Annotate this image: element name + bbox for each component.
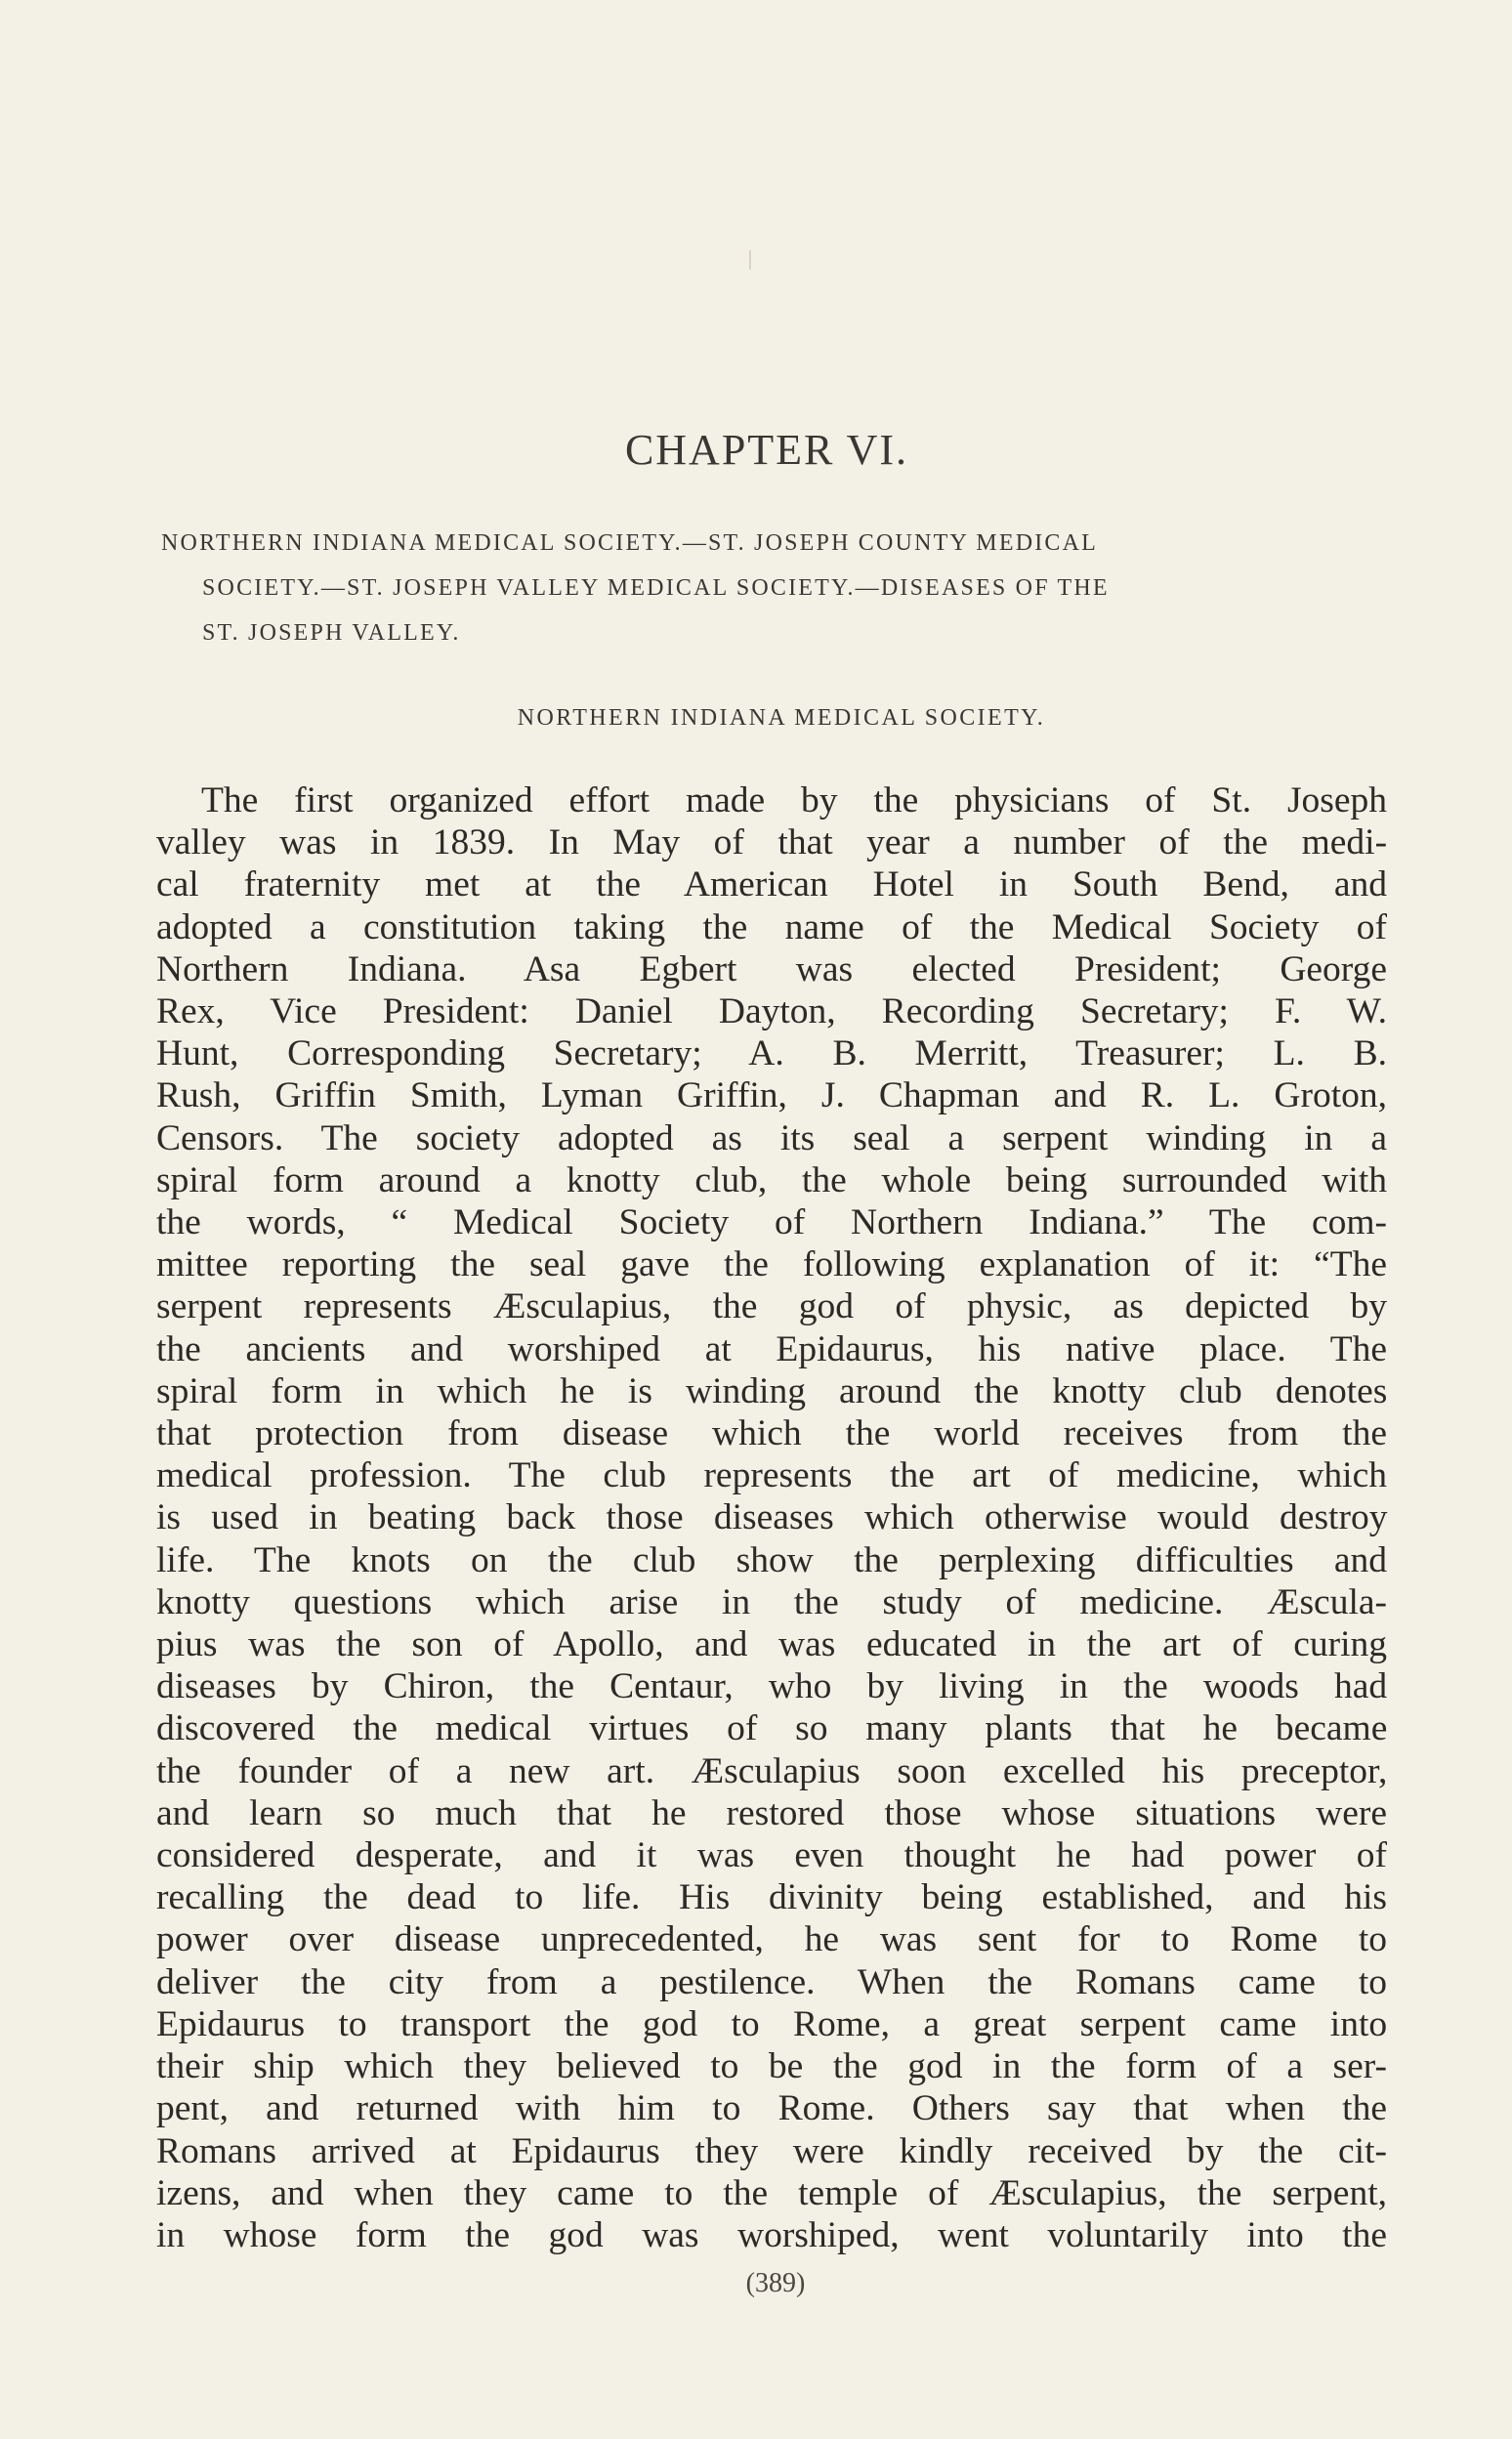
text-line: is used in beating back those diseases which otherwise would destroy xyxy=(156,1497,1388,1538)
chapter-synopsis xyxy=(161,521,1392,655)
synopsis-line: ST. JOSEPH VALLEY. xyxy=(202,620,461,646)
text-line: adopted a constitution taking the name of the Medical Society of xyxy=(156,906,1387,947)
text-line: power over disease unprecedented, he was sent for to Rome to xyxy=(156,1919,1387,1960)
text-line: medical profession. The club represents the art of medicine, which xyxy=(156,1455,1387,1496)
text-line: and learn so much that he restored those whose situations were xyxy=(156,1792,1387,1833)
body-paragraph xyxy=(156,779,1387,2256)
text-line: Romans arrived at Epidaurus they were kindly received by the cit- xyxy=(156,2130,1387,2171)
chapter-title: CHAPTER VI. xyxy=(624,426,909,474)
text-line: their ship which they believed to be the god in the form of a ser- xyxy=(156,2046,1387,2087)
text-line: Hunt, Corresponding Secretary; A. B. Merritt, Treasurer; L. B. xyxy=(156,1033,1387,1074)
text-line: valley was in 1839. In May of that year a number of the medi- xyxy=(156,822,1388,863)
text-line: Censors. The society adopted as its seal a serpent winding in a xyxy=(156,1117,1387,1158)
text-line: The first organized effort made by the physicians of St. Joseph xyxy=(201,780,1388,820)
text-line: pius was the son of Apollo, and was educated in the art of curing xyxy=(156,1624,1387,1665)
text-line: diseases by Chiron, the Centaur, who by living in the woods had xyxy=(156,1666,1388,1707)
text-line: that protection from disease which the world receives from the xyxy=(156,1413,1387,1454)
synopsis-line: NORTHERN INDIANA MEDICAL SOCIETY.—ST. JOSEPH COUNTY MEDICAL xyxy=(161,530,1099,556)
text-line: spiral form in which he is winding around the knotty club denotes xyxy=(156,1370,1388,1411)
text-line: the ancients and worshiped at Epidaurus, his native place. The xyxy=(156,1328,1387,1369)
text-line: Rex, Vice President: Daniel Dayton, Recording Secretary; F. W. xyxy=(156,991,1387,1032)
text-line: life. The knots on the club show the perplexing difficulties and xyxy=(156,1539,1387,1580)
text-line: spiral form around a knotty club, the whole being surrounded with xyxy=(156,1159,1387,1200)
scan-mark xyxy=(749,250,751,270)
text-line: pent, and returned with him to Rome. Others say that when the xyxy=(156,2088,1387,2129)
text-line: serpent represents Æsculapius, the god of physic, as depicted by xyxy=(156,1286,1387,1327)
text-line: deliver the city from a pestilence. When the Romans came to xyxy=(156,1961,1387,2002)
page-number: (389) xyxy=(745,2268,806,2298)
text-line: discovered the medical virtues of so many plants that he became xyxy=(156,1708,1388,1749)
text-line: the founder of a new art. Æsculapius soon excelled his preceptor, xyxy=(156,1750,1388,1791)
text-line: Epidaurus to transport the god to Rome, a great serpent came into xyxy=(156,2003,1388,2044)
text-line: Northern Indiana. Asa Egbert was elected President; George xyxy=(156,948,1387,989)
text-line: in whose form the god was worshiped, went voluntarily into the xyxy=(156,2214,1387,2255)
text-line: Rush, Griffin Smith, Lyman Griffin, J. Chapman and R. L. Groton, xyxy=(156,1075,1387,1116)
section-heading: NORTHERN INDIANA MEDICAL SOCIETY. xyxy=(517,705,1046,731)
text-line: cal fraternity met at the American Hotel in South Bend, and xyxy=(156,864,1387,905)
text-line: recalling the dead to life. His divinity being established, and his xyxy=(156,1877,1387,1918)
text-line: considered desperate, and it was even thought he had power of xyxy=(156,1835,1387,1876)
text-line: the words, “ Medical Society of Northern Indiana.” The com- xyxy=(156,1202,1387,1243)
text-line: izens, and when they came to the temple of Æsculapius, the serpent, xyxy=(156,2172,1387,2213)
text-line: knotty questions which arise in the study of medicine. Æscula- xyxy=(156,1581,1387,1622)
text-line: mittee reporting the seal gave the following explanation of it: “The xyxy=(156,1244,1387,1285)
synopsis-line: SOCIETY.—ST. JOSEPH VALLEY MEDICAL SOCIETY.—DISEASES OF THE xyxy=(202,575,1110,601)
